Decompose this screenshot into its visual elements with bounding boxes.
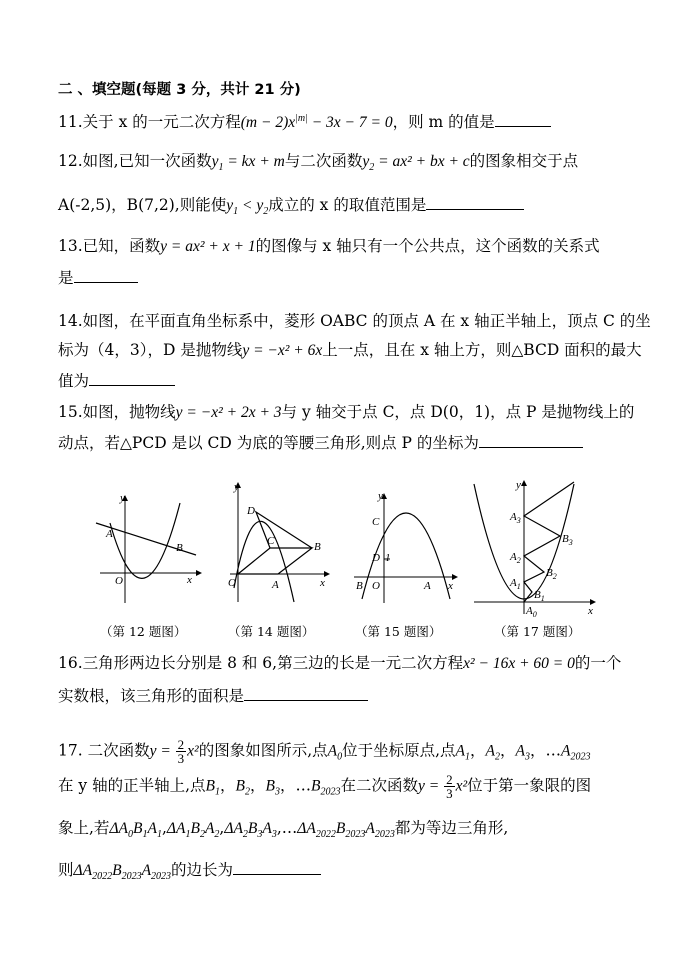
q17-line2b: 在二次函数 <box>340 776 418 795</box>
question-14-line3 <box>58 371 175 391</box>
q17-line2a: 在 y 轴的正半轴上,点 <box>58 776 206 795</box>
q12-y2: y <box>362 153 370 170</box>
q17-b3s: 3 <box>274 786 280 798</box>
q14-answer-blank[interactable] <box>89 371 175 386</box>
question-13-line1 <box>58 236 600 257</box>
q13-eq: y = ax² + x + 1 <box>160 238 256 255</box>
fig14-label-x: x <box>320 577 325 589</box>
q17-dots: ，… <box>529 741 561 760</box>
fig17-label-B1: $B_1$ <box>534 589 545 603</box>
q17-den: 3 <box>177 751 185 766</box>
q17-t2bs: 2 <box>199 829 205 841</box>
q17-t1cs: 1 <box>156 829 162 841</box>
fig14-label-B: B <box>314 541 321 553</box>
fig12-label-A: A <box>106 528 113 540</box>
q17-t4bs: 2023 <box>345 829 366 841</box>
q12-sub2: 2 <box>369 162 375 174</box>
q11-text: 11.关于 x 的一元二次方程 <box>58 113 241 131</box>
q17-a2023s: 2023 <box>570 751 591 763</box>
caption-fig15: （第 15 题图） <box>355 624 442 639</box>
q12-cmp-s2: 2 <box>263 206 269 218</box>
question-14-line2 <box>58 340 642 361</box>
fig17-label-A2: $A_2$ <box>510 551 521 565</box>
q13-answer-blank[interactable] <box>74 268 138 283</box>
q12-lt: < <box>238 197 257 214</box>
q17-y2: y = <box>417 777 444 795</box>
q17-a1s: 1 <box>465 751 471 763</box>
q16-text: 16.三角形两边长分别是 8 和 6,第三边的长是一元二次方程 <box>58 654 464 672</box>
question-12-line2 <box>58 195 524 216</box>
question-17-line1: 17. 二次函数y = $\frac{2}{3}$ x²的图象如图所示,点$A_0$位于坐标原点,点$A_1$，$A_2$，$A_3$，$\dots A_{2023}$ <box>58 737 591 766</box>
q17-t1c: A <box>147 820 157 837</box>
q17-line4a: 则 <box>58 861 74 879</box>
q17-a1: A <box>455 742 466 760</box>
q17-t4c: A <box>365 820 375 837</box>
q17-ecs: 2023 <box>151 871 172 883</box>
section-header: 二 、填空题(每题 3 分，共计 21 分) <box>58 82 301 98</box>
fig12-label-O: O <box>115 575 123 587</box>
q17-t1s: 0 <box>128 829 134 841</box>
q12-y1: y <box>211 153 219 170</box>
q14-text: 标为（4，3），D 是抛物线 <box>58 341 243 359</box>
q17-t4b: B <box>335 820 346 837</box>
q12-eq1: = kx + m <box>223 153 285 170</box>
question-17-line2: 在 y 轴的正半轴上,点$B_1$，$B_2$，$B_3$，$\dots B_{2023}$在二次函数y = $\frac{2}{3}$ x²位于第一象限的图 <box>58 772 592 801</box>
q13-text: 13.已知，函数 <box>58 237 161 255</box>
q17-b3: B <box>265 777 275 795</box>
q12-tail: 的图象相交于点 <box>469 152 579 170</box>
caption-fig12: （第 12 题图） <box>100 624 187 639</box>
q16-answer-blank[interactable] <box>244 686 368 701</box>
q17-dots2: ，… <box>279 776 311 795</box>
q17-a2: A <box>485 742 495 760</box>
q17-line1b: 的图象如图所示,点 <box>198 741 328 760</box>
q17-b1: B <box>205 777 216 795</box>
q11-eq2: − 3x − 7 = 0 <box>307 114 393 131</box>
q12-eq2: = ax² + bx + c <box>374 153 470 170</box>
q17-eb: B <box>112 862 122 879</box>
q17-y: y = <box>149 742 175 760</box>
q17-a0: A <box>327 742 338 760</box>
q17-t4: ΔA <box>297 820 316 837</box>
q17-line1c: 位于坐标原点,点 <box>342 741 456 760</box>
question-11 <box>58 112 551 133</box>
fig17-y-arrow-icon <box>521 480 527 486</box>
q12-line2-tail: 成立的 x 的取值范围是 <box>268 196 427 214</box>
fig14-label-A: A <box>272 579 279 591</box>
question-16-line1 <box>58 653 621 674</box>
question-12-line1 <box>58 151 578 172</box>
fig12-label-B: B <box>176 542 183 554</box>
q17-x2: x² <box>187 742 199 760</box>
q17-line2c: 位于第一象限的图 <box>467 776 592 795</box>
q17-t3: ΔA <box>224 820 243 837</box>
fig17-label-x: x <box>588 605 593 617</box>
q13-line2: 是 <box>58 269 74 287</box>
q17-line3a: 象上,若 <box>58 819 110 837</box>
fig15-x-arrow-icon <box>452 574 458 580</box>
fig15-label-A: A <box>424 580 431 592</box>
q11-answer-blank[interactable] <box>495 112 551 127</box>
fig14-label-y: y <box>234 481 239 493</box>
figure-12 <box>92 493 204 605</box>
caption-fig17: （第 17 题图） <box>494 624 581 639</box>
fig15-label-y: y <box>378 490 383 502</box>
q12-cmp-y1: y <box>226 197 234 214</box>
fig14-x-arrow-icon <box>324 571 330 577</box>
q17-fraction2 <box>444 773 455 800</box>
q14-line3: 值为 <box>58 372 90 390</box>
question-17-line3: 象上,若$\Delta A_0B_1A_1,\Delta A_1B_2A_2,\Delta A_2B_3A_3,\dots\Delta A_{2022}B_{2023}A_{2023}$都为等边三角形, <box>58 819 509 841</box>
q17-a2s: 2 <box>495 751 500 763</box>
q17-a3s: 3 <box>524 751 530 763</box>
q15-tail: 与 y 轴交于点 C，点 D(0，1)，点 P 是抛物线上的 <box>281 403 635 421</box>
q17-t4cs: 2023 <box>374 829 395 841</box>
caption-fig14: （第 14 题图） <box>228 624 315 639</box>
q17-b2s: 2 <box>245 786 250 798</box>
q11-tail: ，则 m 的值是 <box>392 113 495 131</box>
q15-line2: 动点，若△PCD 是以 CD 为底的等腰三角形,则点 P 的坐标为 <box>58 434 479 452</box>
fig14-rhombus <box>238 548 312 574</box>
fig17-label-A3: $A_3$ <box>510 511 521 525</box>
q17-den2: 3 <box>446 786 453 801</box>
fig17-seg1 <box>524 582 532 592</box>
q17-t3cs: 3 <box>271 829 277 841</box>
fig17-label-y: y <box>516 479 521 491</box>
q17-b2023s: 2023 <box>320 786 341 798</box>
q17-a3: A <box>515 742 525 760</box>
question-15-line2 <box>58 433 583 453</box>
figure-14 <box>220 478 332 604</box>
q17-t2b: B <box>190 820 200 837</box>
q15-answer-blank[interactable] <box>479 433 583 448</box>
q17-e: ΔA <box>73 862 93 879</box>
q17-line3b: 都为等边三角形, <box>394 819 509 837</box>
question-16-line2 <box>58 686 368 706</box>
fig15-label-O: O <box>372 580 380 592</box>
q12-sub1: 1 <box>218 162 224 174</box>
q17-t1bs: 1 <box>142 829 148 841</box>
q17-es: 2022 <box>92 871 113 883</box>
fig17-label-A1: $A_1$ <box>510 577 521 591</box>
fig14-label-O: O <box>228 577 236 589</box>
q17-t2c: A <box>204 820 215 837</box>
q17-t2s: 1 <box>185 829 191 841</box>
q17-t3b: B <box>247 820 258 837</box>
question-15-line1 <box>58 402 634 423</box>
fig12-x-arrow-icon <box>196 570 202 576</box>
figure-15 <box>348 487 460 605</box>
fig12-parabola <box>110 503 180 578</box>
q16-line2: 实数根，该三角形的面积是 <box>58 687 245 705</box>
q17-a2023: A <box>561 742 571 760</box>
q16-tail: 的一个 <box>574 654 622 672</box>
fig15-label-B: B <box>356 580 363 592</box>
q17-line4b: 的边长为 <box>171 861 234 879</box>
q17-fraction <box>176 738 187 765</box>
q17-t1b: B <box>133 820 143 837</box>
q17-answer-blank[interactable] <box>233 860 321 875</box>
q17-t3s: 2 <box>242 829 248 841</box>
q17-t3c: A <box>262 820 272 837</box>
fig17-label-B2: $B_2$ <box>546 567 557 581</box>
fig15-label-x: x <box>448 580 453 592</box>
fig17-label-A0: $A_0$ <box>526 605 537 619</box>
q17-b1s: 1 <box>215 786 221 798</box>
q17-b2: B <box>235 777 245 795</box>
fig12-label-y: y <box>120 492 125 504</box>
q12-cmp-y2: y <box>256 197 264 214</box>
q17-text: 17. 二次函数 <box>58 741 150 760</box>
question-14-line1: 14.如图，在平面直角坐标系中，菱形 OABC 的顶点 A 在 x 轴正半轴上，顶点 C 的坐 <box>58 312 651 330</box>
question-13-line2 <box>58 268 138 288</box>
q12-answer-blank[interactable] <box>426 195 524 210</box>
fig14-label-C: C <box>267 535 275 547</box>
q17-a0s: 0 <box>337 751 343 763</box>
q11-sup: |m| <box>295 112 308 124</box>
q15-eq: y = −x² + 2x + 3 <box>175 404 282 421</box>
q17-t4s: 2022 <box>315 829 336 841</box>
q15-text: 15.如图，抛物线 <box>58 403 176 421</box>
q12-line2-text: A(-2,5)，B(7,2),则能使 <box>58 196 227 214</box>
q14-tail: 上一点，且在 x 轴上方，则△BCD 面积的最大 <box>322 341 642 359</box>
fig12-label-x: x <box>187 574 192 586</box>
q16-eq: x² − 16x + 60 = 0 <box>463 655 575 672</box>
q12-text: 12.如图,已知一次函数 <box>58 152 212 170</box>
fig15-label-1: 1 <box>385 552 391 564</box>
q13-tail: 的图像与 x 轴只有一个公共点，这个函数的关系式 <box>255 237 600 255</box>
q17-num: 2 <box>177 737 185 752</box>
q17-t1: ΔA <box>109 820 129 837</box>
q12-cmp-s1: 1 <box>233 206 239 218</box>
q17-ec: A <box>141 862 152 879</box>
q17-t2cs: 2 <box>214 829 220 841</box>
q17-ebs: 2023 <box>121 871 142 883</box>
figure-17 <box>470 476 600 619</box>
q17-t3bs: 3 <box>257 829 263 841</box>
fig15-label-C: C <box>372 516 380 528</box>
question-17-line4 <box>58 860 321 881</box>
fig14-triangle <box>256 512 312 548</box>
q17-x2b: x² <box>455 777 468 795</box>
q14-eq: y = −x² + 6x <box>242 342 323 359</box>
q11-eq: (m − 2)x <box>240 114 296 131</box>
fig14-label-D: D <box>247 505 255 517</box>
q12-mid: 与二次函数 <box>284 152 363 170</box>
fig17-label-B3: $B_3$ <box>562 533 573 547</box>
q17-b2023: B <box>311 777 321 795</box>
fig15-label-D: D <box>372 552 380 564</box>
q17-num2: 2 <box>446 772 453 787</box>
q17-t2: ΔA <box>166 820 186 837</box>
